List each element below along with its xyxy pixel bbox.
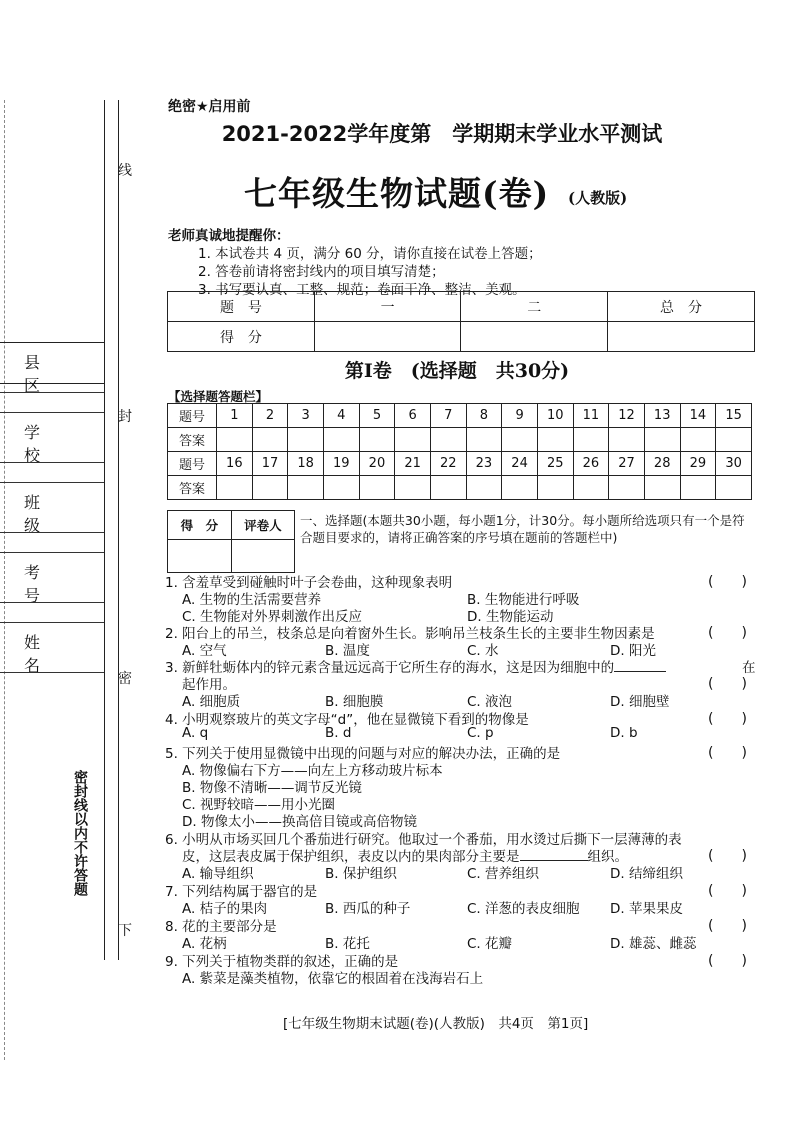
answer-table	[167, 403, 752, 500]
option: B. 生物能进行呼吸	[467, 592, 580, 608]
grader-score-label: 得 分	[168, 511, 232, 540]
exam-subtitle: 2021-2022学年度第 学期期末学业水平测试	[221, 122, 663, 146]
question-number: 27	[609, 452, 645, 476]
answer-cell[interactable]	[716, 476, 752, 500]
answer-cell[interactable]	[466, 476, 502, 500]
question-number: 15	[716, 404, 752, 428]
class-line	[0, 482, 104, 483]
grader-table	[167, 510, 295, 573]
grader-reviewer-label: 评卷人	[231, 511, 294, 540]
answer-row-label: 题号	[168, 404, 217, 428]
question-number: 11	[573, 404, 609, 428]
question-number: 21	[395, 452, 431, 476]
question-3-stem-end: 在	[742, 660, 756, 676]
option: A. 细胞质	[182, 694, 241, 710]
option: D. 苹果果皮	[610, 901, 683, 917]
question-number: 20	[359, 452, 395, 476]
fill-blank[interactable]	[614, 659, 666, 672]
answer-paren[interactable]: ( )	[708, 848, 747, 864]
answer-cell[interactable]	[359, 428, 395, 452]
question-number: 19	[323, 452, 359, 476]
option: B. d	[325, 725, 352, 741]
score-table	[167, 291, 755, 352]
answer-paren[interactable]: ( )	[708, 918, 747, 934]
option: C. 洋葱的表皮细胞	[467, 901, 580, 917]
school-label: 学校	[24, 423, 63, 465]
question-number: 24	[502, 452, 538, 476]
fill-blank[interactable]	[520, 848, 588, 861]
option: C. 水	[467, 643, 499, 659]
answer-cell[interactable]	[502, 428, 538, 452]
answer-cell[interactable]	[716, 428, 752, 452]
question-number: 29	[680, 452, 716, 476]
answer-cell[interactable]	[395, 476, 431, 500]
question-5-stem: 5. 下列关于使用显微镜中出现的问题与对应的解决办法，正确的是	[165, 746, 561, 762]
answer-cell[interactable]	[359, 476, 395, 500]
seal-mark-mi: 密	[118, 671, 132, 687]
question-8-stem: 8. 花的主要部分是	[165, 919, 277, 935]
binding-line-right	[118, 100, 119, 960]
class-label: 班级	[24, 493, 63, 535]
grader-score-cell[interactable]	[168, 540, 232, 573]
reminder-item: 2. 答卷前请将密封线内的项目填写清楚；	[198, 264, 445, 280]
answer-cell[interactable]	[502, 476, 538, 500]
answer-cell[interactable]	[252, 476, 288, 500]
question-number: 7	[430, 404, 466, 428]
option: C. 液泡	[467, 694, 513, 710]
option: A. 物像偏右下方——向左上方移动玻片标本	[182, 763, 443, 779]
exam-title: 七年级生物试题(卷)	[244, 174, 550, 213]
name-label: 姓名	[24, 633, 63, 675]
name-underline[interactable]	[0, 672, 104, 673]
option: A. 空气	[182, 643, 227, 659]
option: B. 西瓜的种子	[325, 901, 411, 917]
question-number: 16	[217, 452, 253, 476]
binding-line-left	[104, 100, 105, 960]
answer-cell[interactable]	[288, 428, 324, 452]
question-2-stem: 2. 阳台上的吊兰，枝条总是向着窗外生长。影响吊兰枝条生长的主要非生物因素是	[165, 626, 655, 642]
question-number: 13	[644, 404, 680, 428]
answer-cell[interactable]	[288, 476, 324, 500]
question-3-text: 3. 新鲜牡蛎体内的锌元素含量远远高于它所生存的海水，这是因为细胞中的	[165, 660, 615, 676]
option: B. 物像不清晰——调节反光镜	[182, 780, 362, 796]
option: D. 结缔组织	[610, 866, 683, 882]
score-row-label: 得 分	[168, 322, 315, 352]
question-number: 26	[573, 452, 609, 476]
score-cell[interactable]	[608, 322, 755, 352]
question-1-stem: 1. 含羞草受到碰触时叶子会卷曲，这种现象表明	[165, 575, 453, 591]
question-number: 18	[288, 452, 324, 476]
question-number: 30	[716, 452, 752, 476]
county-underline	[0, 392, 104, 393]
option: C. 视野较暗——用小光圈	[182, 797, 336, 813]
question-number: 5	[359, 404, 395, 428]
option: D. 生物能运动	[467, 609, 554, 625]
answer-row-label: 答案	[168, 476, 217, 500]
reminder-title: 老师真诚地提醒你：	[168, 228, 290, 244]
option: B. 花托	[325, 936, 370, 952]
answer-bar-label: 【选择题答题栏】	[168, 389, 269, 404]
county-label: 县区	[24, 353, 63, 395]
option: C. 生物能对外界刺激作出反应	[182, 609, 363, 625]
answer-cell[interactable]	[537, 428, 573, 452]
option: C. 花瓣	[467, 936, 513, 952]
name-line	[0, 622, 104, 623]
section-intro: 一、选择题(本题共30小题，每小题1分，计30分。每小题所给选项只有一个是符合题目要求的，请将正确答案的序号填在题前的答题栏中)	[300, 513, 745, 545]
class-underline[interactable]	[0, 532, 104, 533]
option: A. 生物的生活需要营养	[182, 592, 322, 608]
answer-cell[interactable]	[323, 428, 359, 452]
option: A. 紫菜是藻类植物，依靠它的根固着在浅海岩石上	[182, 971, 484, 987]
question-number: 22	[430, 452, 466, 476]
school-underline[interactable]	[0, 462, 104, 463]
answer-row-label: 答案	[168, 428, 217, 452]
school-line	[0, 412, 104, 413]
exam-number-label: 考号	[24, 563, 63, 605]
option: A. q	[182, 725, 209, 741]
answer-paren[interactable]: ( )	[708, 883, 747, 899]
question-6-text: 皮，这层表皮属于保护组织，表皮以内的果肉部分主要是	[182, 849, 520, 865]
option: A. 输导组织	[182, 866, 254, 882]
exam-number-underline[interactable]	[0, 602, 104, 603]
option: A. 桔子的果肉	[182, 901, 268, 917]
exam-number-line	[0, 552, 104, 553]
answer-cell[interactable]	[644, 428, 680, 452]
option: D. 物像太小——换高倍目镜或高倍物镜	[182, 814, 417, 830]
answer-cell[interactable]	[323, 476, 359, 500]
answer-cell[interactable]	[430, 428, 466, 452]
question-number: 12	[609, 404, 645, 428]
score-cell[interactable]	[461, 322, 608, 352]
answer-cell[interactable]	[573, 428, 609, 452]
option: D. b	[610, 725, 638, 741]
reminder-item: 3. 书写要认真、工整、规范；卷面干净、整洁、美观。	[198, 282, 526, 298]
answer-paren[interactable]: ( )	[708, 574, 747, 590]
question-number: 6	[395, 404, 431, 428]
question-number: 9	[502, 404, 538, 428]
seal-mark-xian: 线	[118, 163, 132, 179]
question-number: 2	[252, 404, 288, 428]
question-number: 14	[680, 404, 716, 428]
reminder-item: 1. 本试卷共 4 页，满分 60 分，请你直接在试卷上答题；	[198, 246, 542, 262]
page-footer: [七年级生物期末试题(卷)(人教版) 共4页 第1页]	[283, 1016, 589, 1032]
answer-cell[interactable]	[466, 428, 502, 452]
answer-cell[interactable]	[217, 428, 253, 452]
question-3-stem-cont: 起作用。	[182, 677, 236, 693]
question-6-text-end: 组织。	[587, 849, 628, 865]
question-6-stem: 6. 小明从市场买回几个番茄进行研究。他取过一个番茄，用水烫过后撕下一层薄薄的表	[165, 832, 682, 848]
option: A. 花柄	[182, 936, 227, 952]
seal-mark-feng: 封	[118, 409, 132, 425]
question-3-stem	[165, 656, 666, 676]
answer-cell[interactable]	[680, 428, 716, 452]
answer-cell[interactable]	[644, 476, 680, 500]
option: B. 细胞膜	[325, 694, 384, 710]
question-number: 28	[644, 452, 680, 476]
answer-paren[interactable]: ( )	[708, 625, 747, 641]
option: C. 营养组织	[467, 866, 540, 882]
option: B. 温度	[325, 643, 370, 659]
score-cell[interactable]	[314, 322, 461, 352]
option: D. 雄蕊、雌蕊	[610, 936, 697, 952]
answer-cell[interactable]	[609, 428, 645, 452]
question-9-stem: 9. 下列关于植物类群的叙述，正确的是	[165, 954, 399, 970]
question-7-stem: 7. 下列结构属于器官的是	[165, 884, 318, 900]
question-4-stem: 4. 小明观察玻片的英文字母“d”，他在显微镜下看到的物像是	[165, 712, 529, 728]
answer-cell[interactable]	[680, 476, 716, 500]
question-number: 10	[537, 404, 573, 428]
answer-paren[interactable]: ( )	[708, 745, 747, 761]
option: C. p	[467, 725, 494, 741]
seal-notice: 密封线以内不许答题	[72, 770, 88, 896]
question-number: 25	[537, 452, 573, 476]
grader-reviewer-cell[interactable]	[231, 540, 294, 573]
exam-edition: (人教版)	[568, 189, 628, 207]
score-header-part1: 一	[314, 292, 461, 322]
question-number: 23	[466, 452, 502, 476]
answer-cell[interactable]	[537, 476, 573, 500]
question-number: 17	[252, 452, 288, 476]
score-header-question: 题 号	[168, 292, 315, 322]
answer-paren[interactable]: ( )	[708, 953, 747, 969]
score-header-total: 总 分	[608, 292, 755, 322]
answer-cell[interactable]	[395, 428, 431, 452]
answer-cell[interactable]	[252, 428, 288, 452]
option: D. 细胞壁	[610, 694, 670, 710]
answer-cell[interactable]	[573, 476, 609, 500]
option: B. 保护组织	[325, 866, 397, 882]
question-number: 1	[217, 404, 253, 428]
seal-mark-xia: 下	[118, 923, 132, 939]
question-number: 3	[288, 404, 324, 428]
answer-cell[interactable]	[609, 476, 645, 500]
answer-paren[interactable]: ( )	[708, 711, 747, 727]
score-header-part2: 二	[461, 292, 608, 322]
answer-cell[interactable]	[217, 476, 253, 500]
answer-cell[interactable]	[430, 476, 466, 500]
section-title: 第Ⅰ卷 (选择题 共30分)	[344, 360, 570, 382]
question-number: 8	[466, 404, 502, 428]
option: D. 阳光	[610, 643, 656, 659]
binding-dashes	[4, 100, 5, 1060]
secret-note: 绝密★启用前	[168, 99, 251, 115]
answer-row-label: 题号	[168, 452, 217, 476]
answer-paren[interactable]: ( )	[708, 676, 747, 692]
question-number: 4	[323, 404, 359, 428]
